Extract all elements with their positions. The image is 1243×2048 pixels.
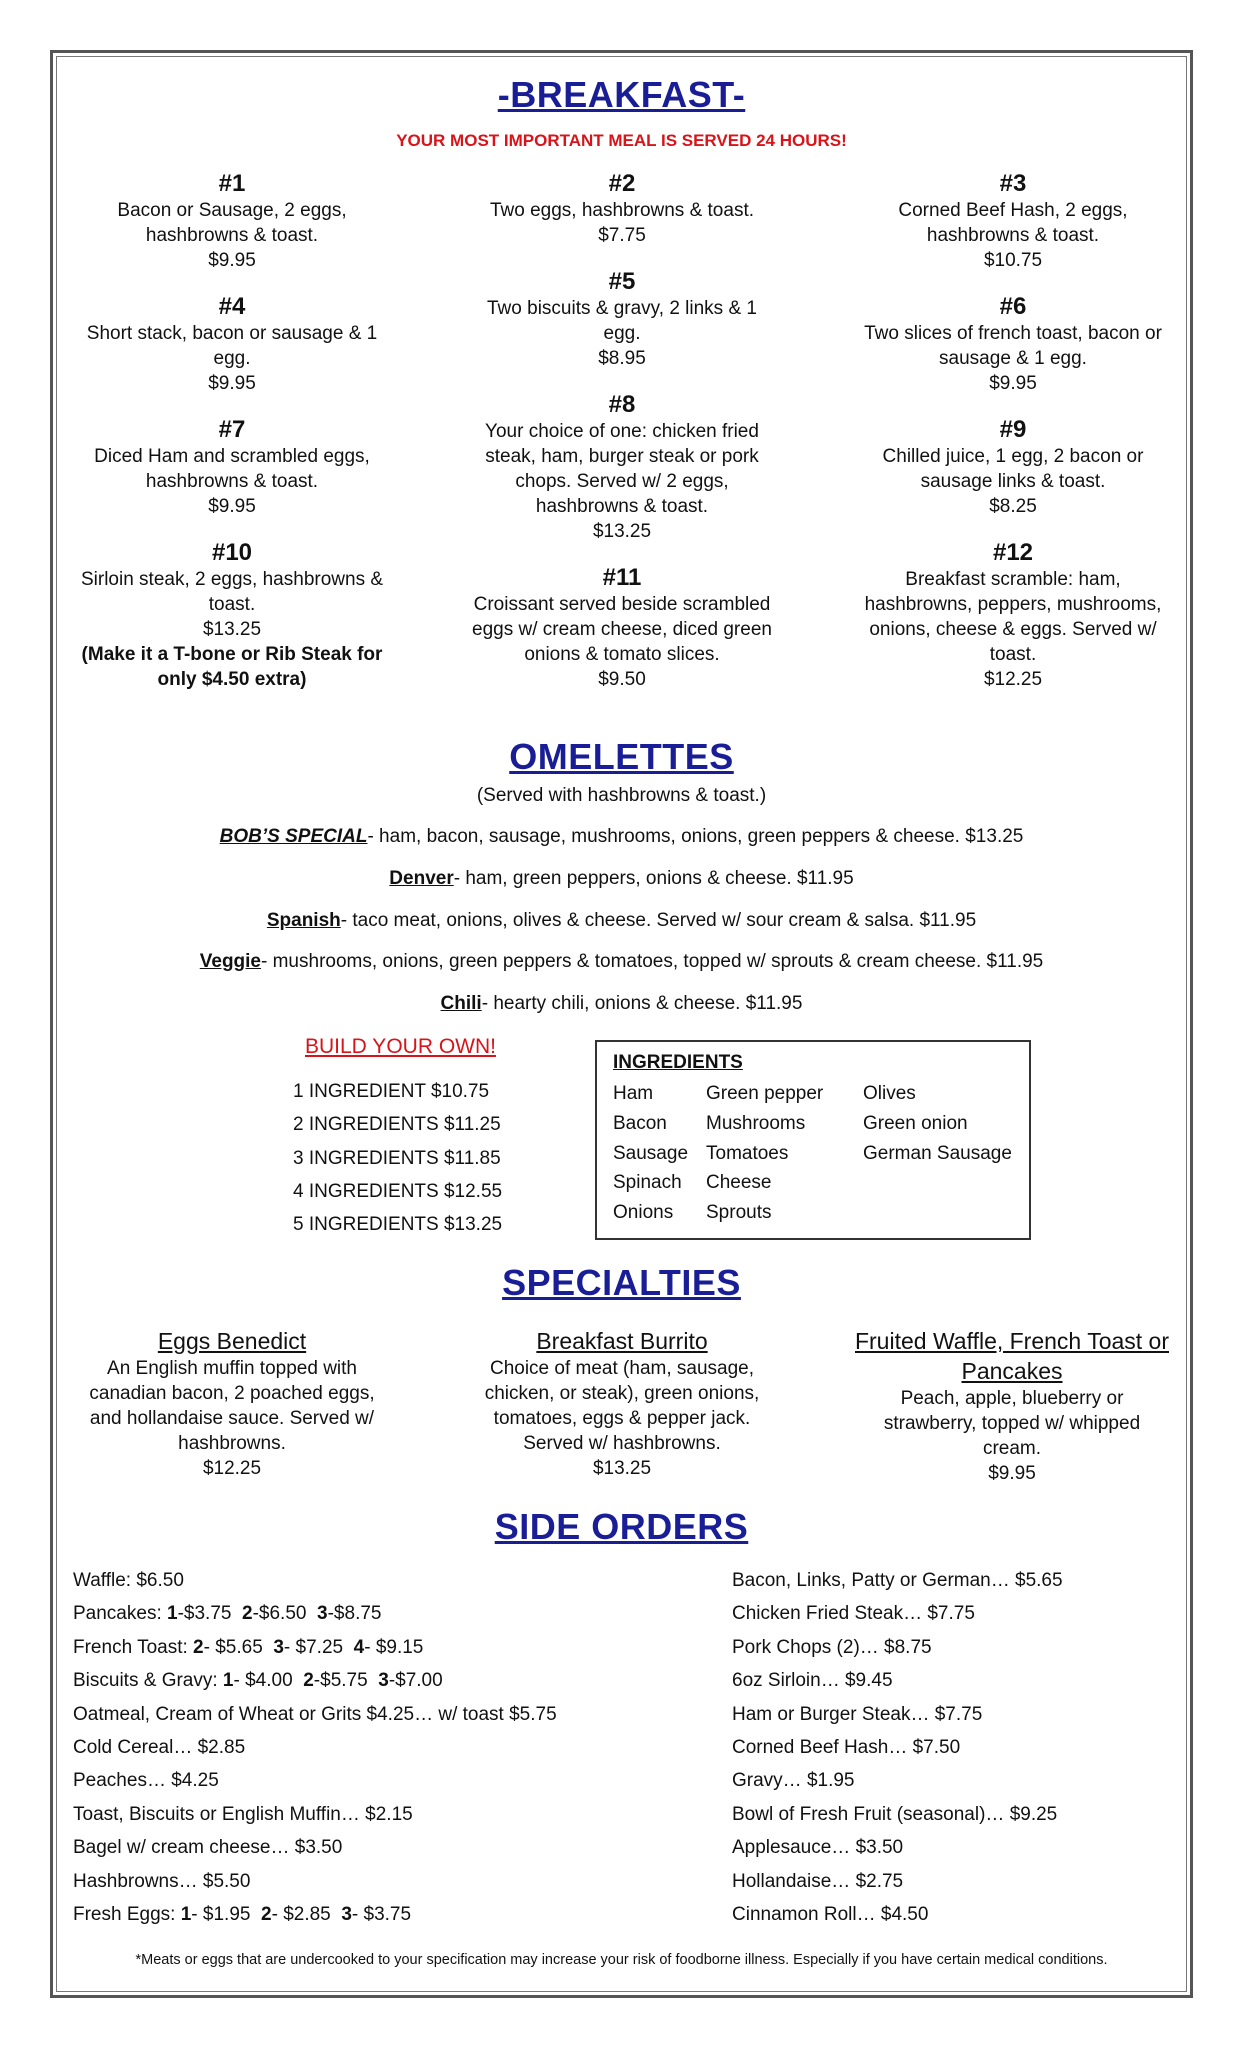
side-order-item: Bacon, Links, Patty or German… $5.65 bbox=[732, 1570, 1063, 1591]
omelette-veggie bbox=[60, 951, 1183, 973]
item-number: #5 bbox=[608, 268, 636, 295]
specialty-fruited-waffle bbox=[849, 1326, 1175, 1486]
breakfast-item-10 bbox=[77, 539, 387, 692]
ingredient: German Sausage bbox=[863, 1143, 1012, 1164]
item-number: #8 bbox=[608, 391, 636, 418]
ingredient: Mushrooms bbox=[706, 1113, 806, 1134]
side-order-item: Chicken Fried Steak… $7.75 bbox=[732, 1603, 975, 1625]
ingredients-heading: INGREDIENTS bbox=[613, 1052, 743, 1073]
item-number: #11 bbox=[602, 564, 642, 591]
omelette-name: Chili bbox=[440, 993, 482, 1014]
omelette-description: - taco meat, onions, olives & cheese. Served w/ sour cream & salsa. $11.95 bbox=[340, 910, 977, 931]
side-order-item: 6oz Sirloin… $9.45 bbox=[732, 1670, 893, 1692]
omelette-description: - hearty chili, onions & cheese. $11.95 bbox=[481, 993, 803, 1014]
ingredient: Tomatoes bbox=[706, 1143, 789, 1164]
ingredient: Green onion bbox=[863, 1113, 968, 1134]
breakfast-item-8 bbox=[467, 391, 777, 544]
omelette-name: Denver bbox=[389, 868, 454, 889]
breakfast-item-9 bbox=[858, 416, 1168, 519]
breakfast-tagline: YOUR MOST IMPORTANT MEAL IS SERVED 24 HOURS! bbox=[396, 131, 847, 150]
item-description: Diced Ham and scrambled eggs, hashbrowns & toast. bbox=[94, 446, 370, 492]
item-price: $8.25 bbox=[989, 496, 1037, 517]
omelette-denver bbox=[60, 868, 1183, 890]
omelette-name: Veggie bbox=[199, 951, 261, 972]
ingredient: Ham bbox=[613, 1083, 654, 1104]
breakfast-item-6 bbox=[858, 293, 1168, 396]
item-description: Short stack, bacon or sausage & 1 egg. bbox=[86, 323, 378, 369]
item-description: Chilled juice, 1 egg, 2 bacon or sausage links & toast. bbox=[882, 446, 1144, 492]
specialty-description: Choice of meat (ham, sausage, chicken, or steak), green onions, tomatoes, eggs & pepper jack. Served w/ hashbrowns. bbox=[484, 1358, 760, 1454]
item-description: Croissant served beside scrambled eggs w/ cream cheese, diced green onions & tomato slices. bbox=[472, 594, 772, 665]
item-price: $9.95 bbox=[208, 373, 256, 394]
specialty-name: Eggs Benedict bbox=[157, 1328, 307, 1354]
breakfast-item-12 bbox=[858, 539, 1168, 692]
byo-price-5: 5 INGREDIENTS $13.25 bbox=[293, 1214, 503, 1235]
item-description: Your choice of one: chicken fried steak, ham, burger steak or pork chops. Served w/ 2 eggs, hashbrowns & toast. bbox=[485, 421, 759, 517]
item-description: Two eggs, hashbrowns & toast. bbox=[489, 200, 755, 221]
specialty-eggs-benedict bbox=[72, 1326, 392, 1481]
ingredient: Olives bbox=[863, 1083, 916, 1104]
item-description: Bacon or Sausage, 2 eggs, hashbrowns & toast. bbox=[117, 200, 347, 246]
ingredient: Onions bbox=[613, 1202, 674, 1223]
side-order-item: Cinnamon Roll… $4.50 bbox=[732, 1904, 929, 1925]
ingredient: Sprouts bbox=[706, 1202, 772, 1223]
item-price: $9.95 bbox=[989, 373, 1037, 394]
specialty-name: Fruited Waffle, French Toast or Pancakes bbox=[854, 1328, 1170, 1384]
side-order-item: Corned Beef Hash… $7.50 bbox=[732, 1737, 961, 1758]
byo-price-2: 2 INGREDIENTS $11.25 bbox=[293, 1114, 501, 1135]
side-orders-title: SIDE ORDERS bbox=[494, 1506, 749, 1547]
footnote: *Meats or eggs that are undercooked to your specification may increase your risk of foodborne illness. Especially if you have certain medical conditions. bbox=[135, 1952, 1108, 1968]
side-order-item: Bowl of Fresh Fruit (seasonal)… $9.25 bbox=[732, 1803, 1058, 1825]
ingredient: Bacon bbox=[613, 1113, 667, 1134]
specialties-title: SPECIALTIES bbox=[502, 1262, 741, 1303]
item-number: #10 bbox=[211, 539, 253, 566]
side-order-item: Hollandaise… $2.75 bbox=[732, 1870, 904, 1892]
item-price: $13.25 bbox=[592, 521, 652, 542]
ingredient: Green pepper bbox=[706, 1083, 824, 1104]
specialty-name: Breakfast Burrito bbox=[536, 1328, 708, 1354]
side-order-item: Fresh Eggs: 1- $1.95 2- $2.85 3- $3.75 bbox=[73, 1904, 412, 1925]
item-number: #6 bbox=[999, 293, 1027, 320]
omelette-name: Spanish bbox=[266, 910, 341, 931]
side-order-item: Oatmeal, Cream of Wheat or Grits $4.25… w/ toast $5.75 bbox=[73, 1703, 557, 1725]
breakfast-item-3 bbox=[858, 170, 1168, 273]
omelettes-title: OMELETTES bbox=[509, 736, 734, 777]
specialty-price: $9.95 bbox=[988, 1463, 1036, 1484]
specialty-breakfast-burrito bbox=[463, 1326, 781, 1481]
breakfast-title: -BREAKFAST- bbox=[497, 74, 746, 115]
omelette-name: BOB’S SPECIAL bbox=[219, 826, 368, 847]
item-description: Corned Beef Hash, 2 eggs, hashbrowns & toast. bbox=[898, 200, 1128, 246]
side-order-item: Cold Cereal… $2.85 bbox=[73, 1737, 246, 1758]
breakfast-item-11 bbox=[467, 564, 777, 692]
item-number: #12 bbox=[992, 539, 1034, 566]
omelette-description: - mushrooms, onions, green peppers & tomatoes, topped w/ sprouts & cream cheese. $11.95 bbox=[261, 951, 1044, 972]
item-number: #9 bbox=[999, 416, 1027, 443]
byo-price-3: 3 INGREDIENTS $11.85 bbox=[293, 1148, 501, 1169]
item-number: #1 bbox=[218, 170, 246, 197]
omelette-chili bbox=[60, 993, 1183, 1015]
ingredient: Cheese bbox=[706, 1172, 772, 1193]
omelettes-subtitle: (Served with hashbrowns & toast.) bbox=[476, 785, 767, 806]
specialty-description: An English muffin topped with canadian bacon, 2 poached eggs, and hollandaise sauce. Served w/ hashbrowns. bbox=[89, 1358, 375, 1454]
ingredient: Sausage bbox=[613, 1143, 689, 1164]
side-order-item: Biscuits & Gravy: 1- $4.00 2-$5.75 3-$7.00 bbox=[73, 1670, 443, 1692]
breakfast-item-1 bbox=[77, 170, 387, 273]
ingredient: Spinach bbox=[613, 1172, 682, 1193]
side-order-item: Waffle: $6.50 bbox=[73, 1570, 184, 1591]
omelette-spanish bbox=[60, 910, 1183, 932]
ingredients-box bbox=[595, 1040, 1031, 1240]
specialty-price: $13.25 bbox=[592, 1458, 652, 1479]
omelette-bobs-special bbox=[60, 826, 1183, 848]
side-order-item: Pancakes: 1-$3.75 2-$6.50 3-$8.75 bbox=[73, 1603, 382, 1625]
item-description: Two biscuits & gravy, 2 links & 1 egg. bbox=[487, 298, 757, 344]
item-price: $8.95 bbox=[598, 348, 646, 369]
item-price: $9.50 bbox=[598, 669, 646, 690]
item-number: #3 bbox=[999, 170, 1027, 197]
side-order-item: Peaches… $4.25 bbox=[73, 1770, 219, 1792]
item-description: Breakfast scramble: ham, hashbrowns, peppers, mushrooms, onions, cheese & eggs. Served w/ toast. bbox=[864, 569, 1162, 665]
side-order-item: Pork Chops (2)… $8.75 bbox=[732, 1636, 932, 1658]
breakfast-item-2 bbox=[467, 170, 777, 248]
breakfast-item-5 bbox=[467, 268, 777, 371]
omelette-description: - ham, green peppers, onions & cheese. $11.95 bbox=[453, 868, 854, 889]
breakfast-item-4 bbox=[77, 293, 387, 396]
omelette-description: - ham, bacon, sausage, mushrooms, onions, green peppers & cheese. $13.25 bbox=[367, 826, 1024, 847]
specialty-description: Peach, apple, blueberry or strawberry, topped w/ whipped cream. bbox=[883, 1388, 1141, 1459]
side-order-item: Ham or Burger Steak… $7.75 bbox=[732, 1703, 983, 1725]
build-your-own-title: BUILD YOUR OWN! bbox=[305, 1035, 496, 1058]
byo-price-1: 1 INGREDIENT $10.75 bbox=[293, 1081, 490, 1102]
item-price: $13.25 bbox=[202, 619, 262, 640]
item-price: $12.25 bbox=[983, 669, 1043, 690]
item-note: (Make it a T-bone or Rib Steak for only $4.50 extra) bbox=[81, 644, 383, 690]
item-description: Two slices of french toast, bacon or sausage & 1 egg. bbox=[864, 323, 1162, 369]
byo-price-4: 4 INGREDIENTS $12.55 bbox=[293, 1181, 503, 1202]
side-order-item: Hashbrowns… $5.50 bbox=[73, 1870, 251, 1892]
breakfast-item-7 bbox=[77, 416, 387, 519]
side-order-item: French Toast: 2- $5.65 3- $7.25 4- $9.15 bbox=[73, 1636, 424, 1658]
item-price: $9.95 bbox=[208, 496, 256, 517]
specialty-price: $12.25 bbox=[202, 1458, 262, 1479]
item-number: #7 bbox=[218, 416, 246, 443]
item-number: #2 bbox=[608, 170, 636, 197]
side-order-item: Applesauce… $3.50 bbox=[732, 1837, 904, 1859]
item-price: $10.75 bbox=[983, 250, 1043, 271]
side-order-item: Toast, Biscuits or English Muffin… $2.15 bbox=[73, 1803, 413, 1825]
item-price: $9.95 bbox=[208, 250, 256, 271]
item-description: Sirloin steak, 2 eggs, hashbrowns & toast. bbox=[80, 569, 384, 615]
side-order-item: Gravy… $1.95 bbox=[732, 1770, 855, 1792]
side-order-item: Bagel w/ cream cheese… $3.50 bbox=[73, 1837, 343, 1859]
item-number: #4 bbox=[218, 293, 246, 320]
item-price: $7.75 bbox=[598, 225, 646, 246]
